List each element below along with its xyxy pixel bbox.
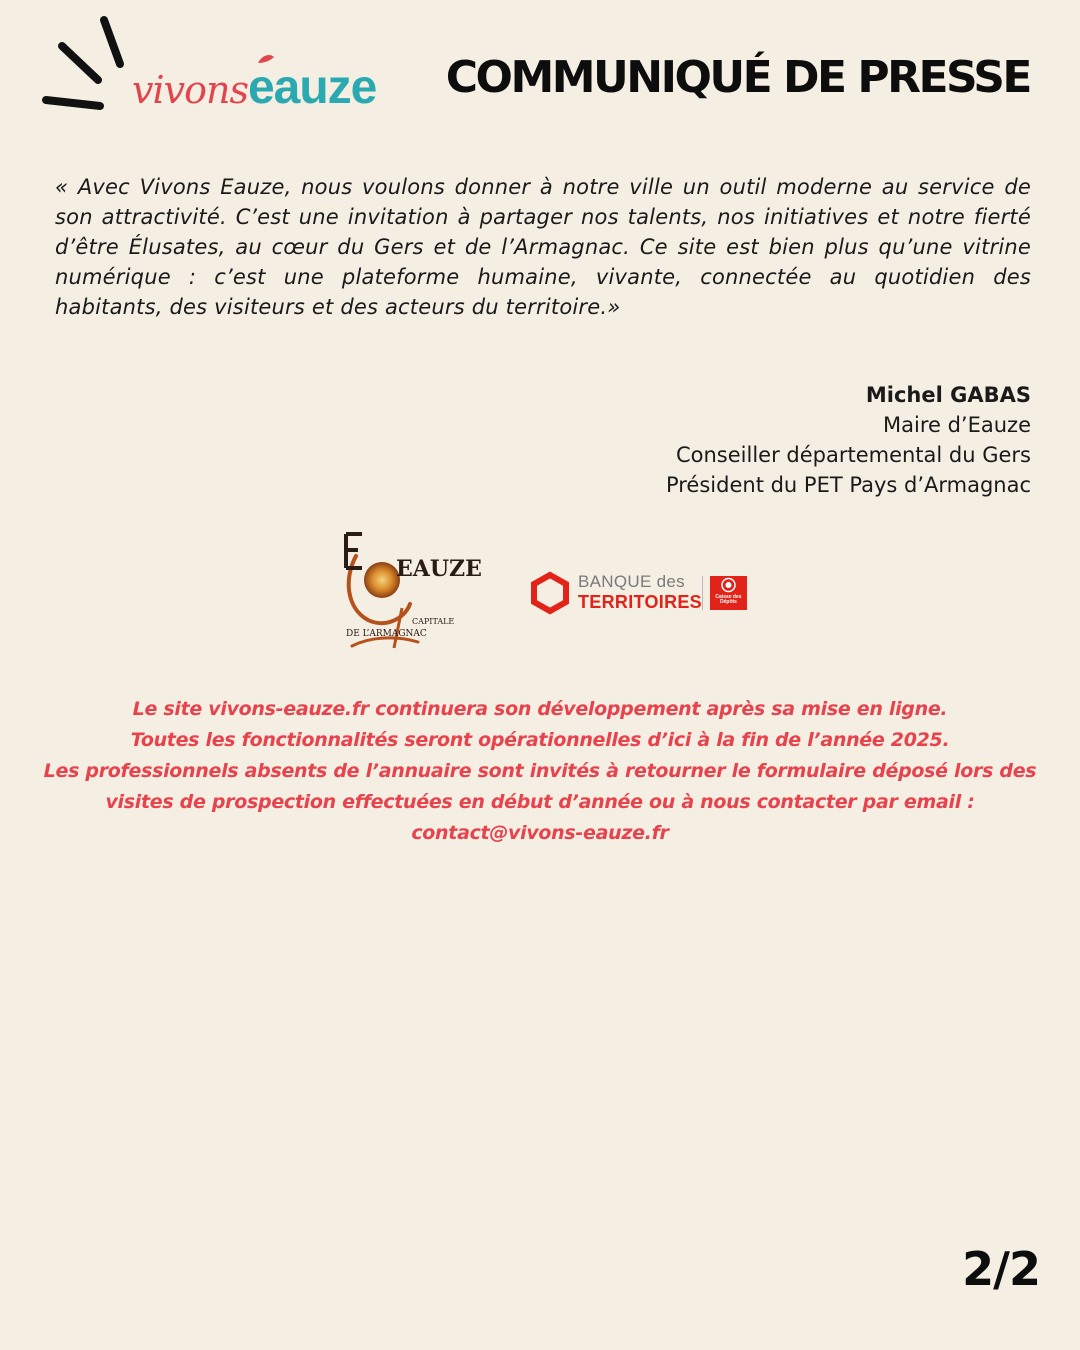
- signatory-role: Conseiller départemental du Gers: [675, 443, 1031, 467]
- eauze-emblem-icon: [332, 528, 482, 652]
- quote-text: « Avec Vivons Eauze, nous voulons donner à notre ville un outil moderne au service de son attractivité. C’est une invitation à partager nos talents, nos initiatives et notre fierté d’être Élusates, au cœur du Gers et de l’Armagnac. Ce site est bien plus qu’une vitrine numérique : c’est une plateforme humaine, vivante, connectée au quotidien des habitants, des visiteurs et des acteurs du territoire.»: [55, 175, 1031, 319]
- banque-line-2: TERRITOIRES: [578, 592, 702, 612]
- contact-email: contact@vivons-eauze.fr: [411, 822, 669, 844]
- logo-bold-text: eauze: [248, 61, 376, 114]
- eauze-capitale-armagnac-logo: [332, 528, 482, 652]
- cdc-seal-icon: [710, 576, 747, 596]
- signature-block: [666, 380, 1031, 500]
- notice-line: Toutes les fonctionnalités seront opérationnelles d’ici à la fin de l’année 2025.: [130, 729, 950, 751]
- logo-script-text: vivons: [132, 68, 248, 112]
- cdc-label: Caisse des Dépôts: [715, 594, 742, 605]
- page-title: COMMUNIQUÉ DE PRESSE: [445, 52, 1030, 103]
- signatory-name: Michel GABAS: [865, 383, 1031, 407]
- page-number: 2/2: [962, 1242, 1040, 1296]
- banque-des-territoires-logo: [530, 570, 750, 616]
- notice-line: Le site vivons-eauze.fr continuera son développement après sa mise en ligne.: [132, 698, 948, 720]
- hexagon-icon: [530, 570, 570, 616]
- eauze-tagline-2: DE L’ARMAGNAC: [346, 629, 427, 639]
- eauze-name: EAUZE: [396, 556, 482, 582]
- eauze-tagline-1: CAPITALE: [412, 617, 455, 626]
- vivons-eauze-logo: [40, 14, 420, 124]
- divider: [702, 576, 703, 610]
- banque-line-1: BANQUE des: [578, 572, 685, 591]
- signatory-role: Maire d’Eauze: [883, 413, 1031, 437]
- caisse-des-depots-logo: [710, 576, 747, 610]
- development-notice: [20, 694, 1060, 849]
- logo-accent-icon: [256, 53, 276, 65]
- signatory-role: Président du PET Pays d’Armagnac: [665, 473, 1031, 497]
- notice-line: visites de prospection effectuées en début d’année ou à nous contacter par email :: [105, 791, 975, 813]
- sun-rays-icon: [40, 14, 130, 124]
- notice-line: Les professionnels absents de l’annuaire sont invités à retourner le formulaire déposé lors des: [43, 760, 1037, 782]
